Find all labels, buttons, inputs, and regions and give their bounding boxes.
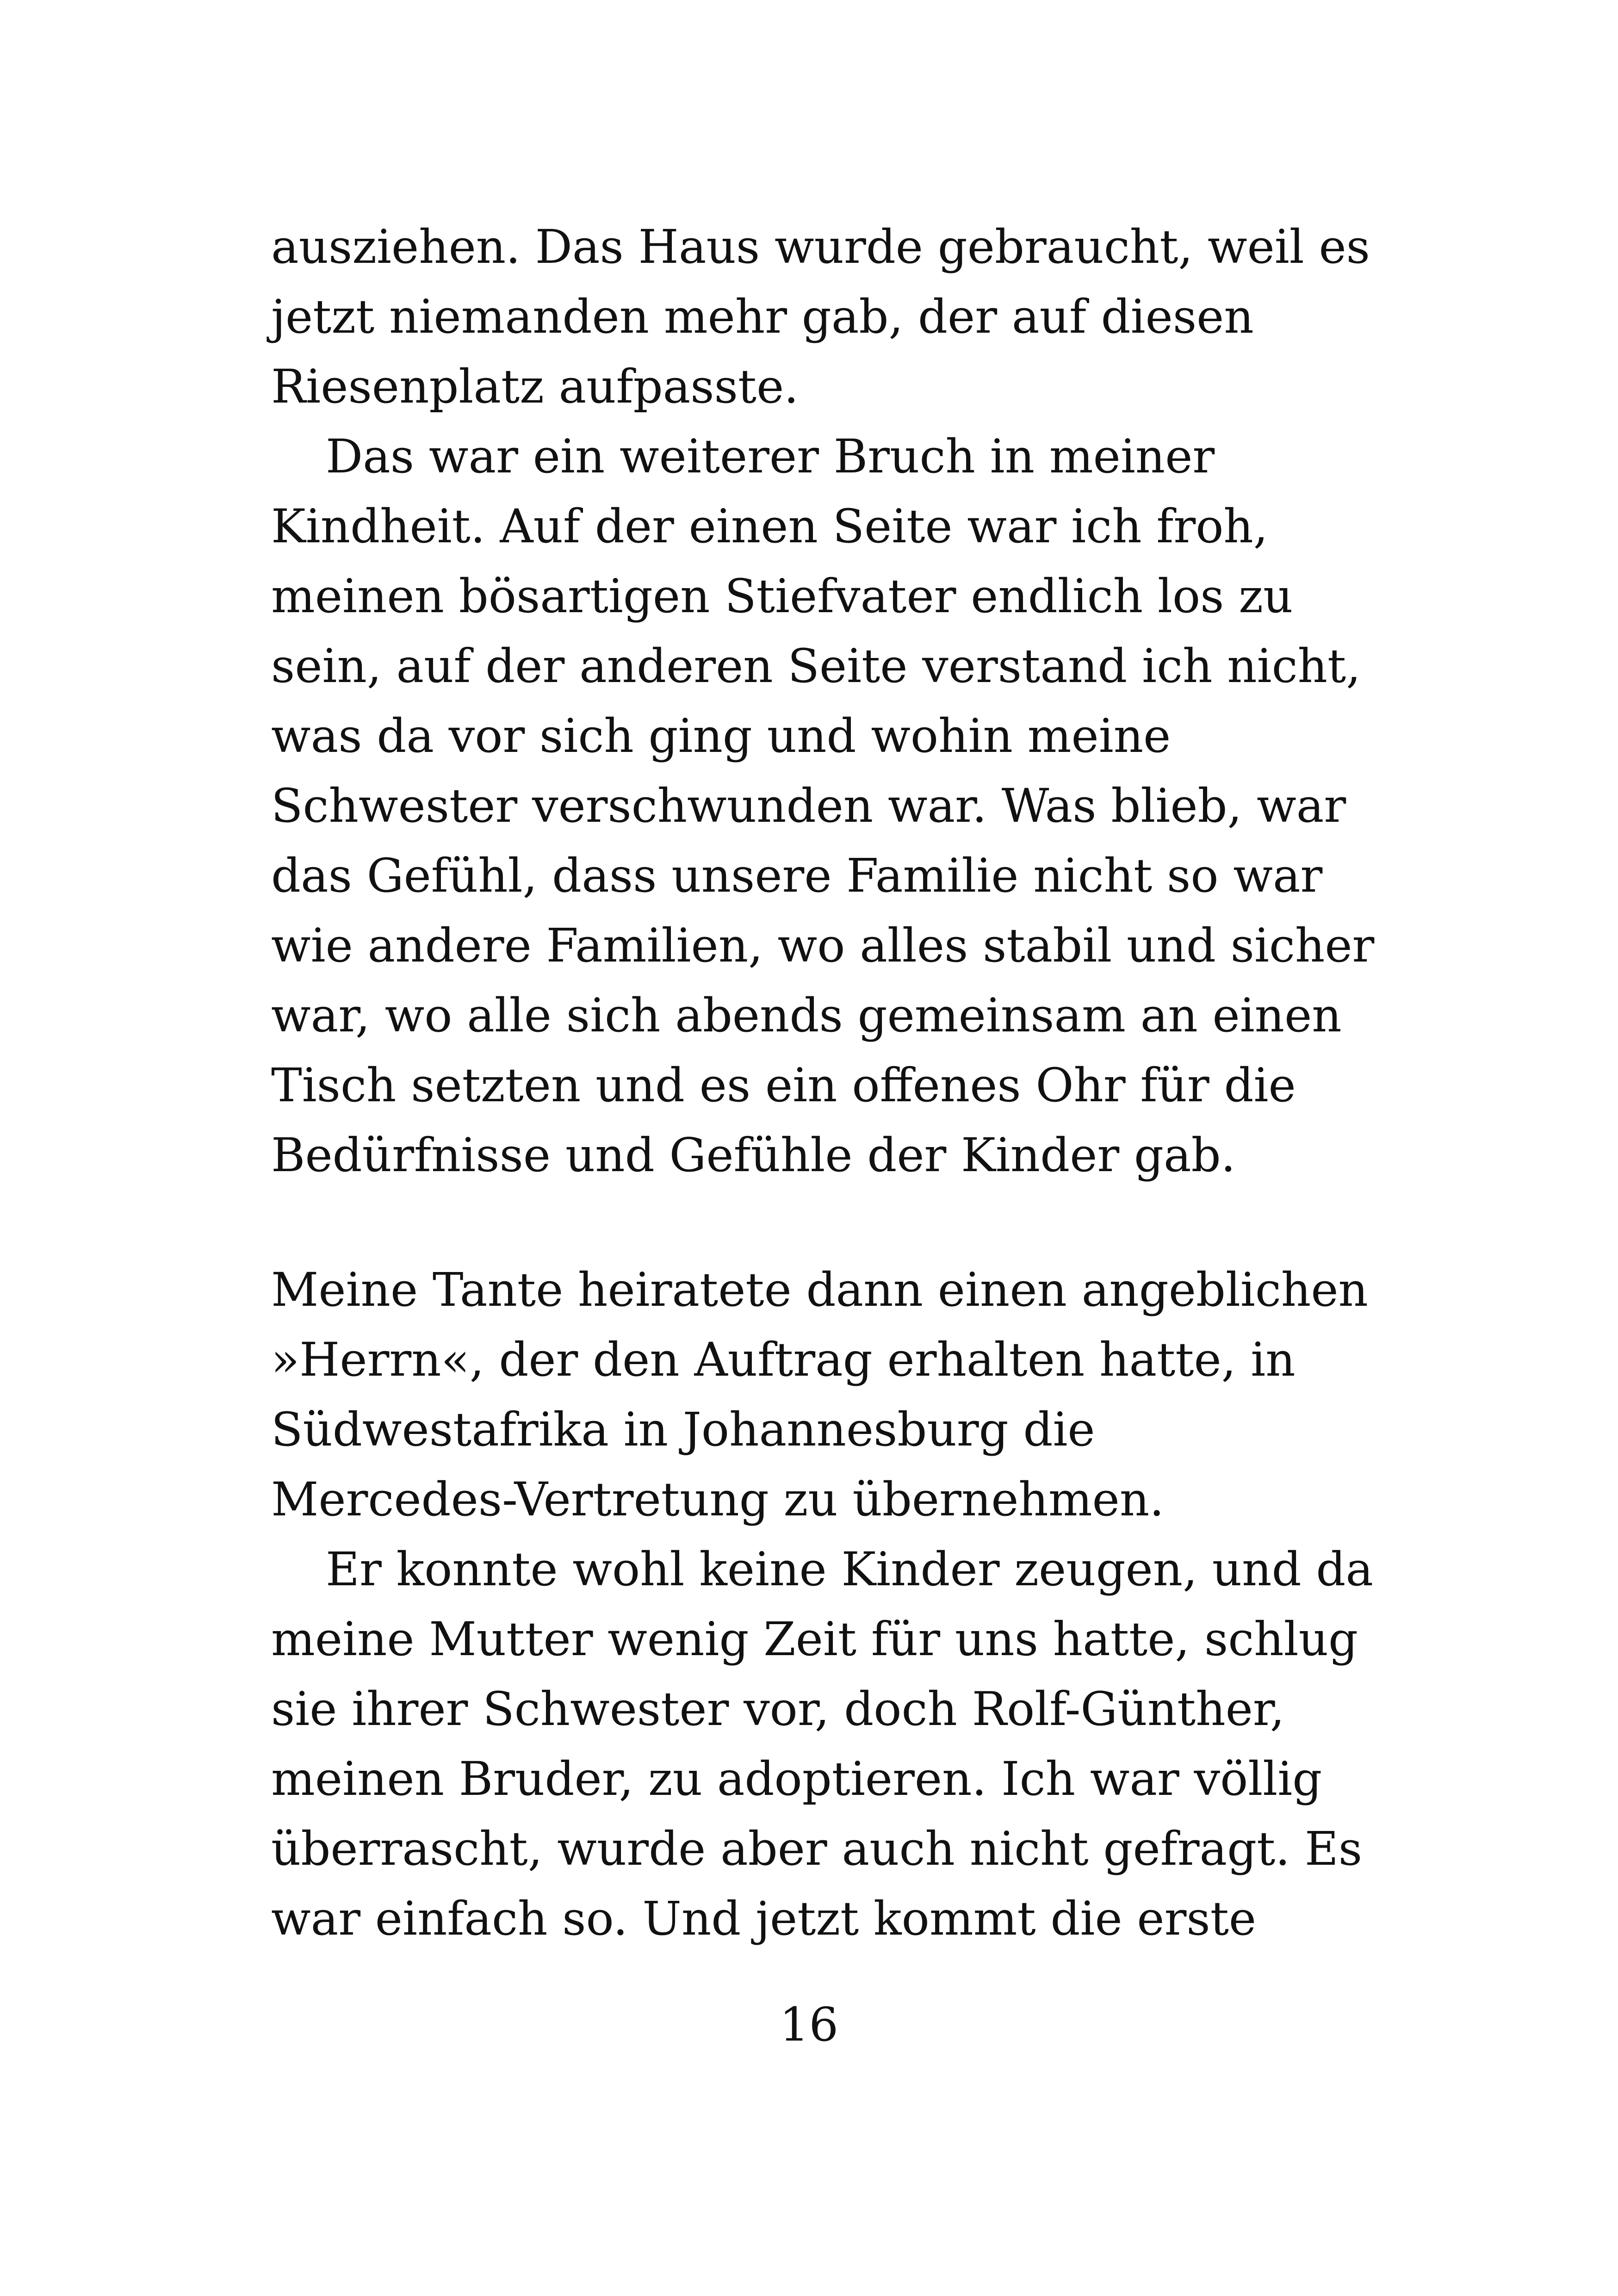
text-line: Schwester verschwunden war. Was blieb, war (271, 779, 1346, 833)
text-line: Er konnte wohl keine Kinder zeugen, und da (326, 1542, 1374, 1596)
text-line: sein, auf der anderen Seite verstand ich nicht, (271, 639, 1361, 693)
text-line: jetzt niemanden mehr gab, der auf diesen (271, 290, 1254, 344)
text-line: Riesenplatz aufpasste. (271, 360, 799, 414)
paragraph-2 (271, 422, 1382, 1190)
text-line: was da vor sich ging und wohin meine (271, 709, 1171, 763)
text-line: Bedürfnisse und Gefühle der Kinder gab. (271, 1128, 1236, 1182)
text-line: Tisch setzten und es ein offenes Ohr für die (271, 1058, 1296, 1112)
paragraph-1 (271, 212, 1382, 422)
text-line: Das war ein weiterer Bruch in meiner (326, 429, 1215, 484)
text-line: Südwestafrika in Johannesburg die (271, 1402, 1095, 1457)
text-line: »Herrn«, der den Auftrag erhalten hatte, in (271, 1333, 1296, 1387)
text-line: ausziehen. Das Haus wurde gebraucht, weil es (271, 220, 1370, 274)
text-line: wie andere Familien, wo alles stabil und sicher (271, 918, 1375, 973)
text-line: das Gefühl, dass unsere Familie nicht so war (271, 849, 1323, 903)
paragraph-4 (271, 1534, 1382, 1954)
text-line: Meine Tante heiratete dann einen angeblichen (271, 1263, 1368, 1317)
text-line: sie ihrer Schwester vor, doch Rolf-Günther, (271, 1682, 1285, 1736)
text-line: war einfach so. Und jetzt kommt die erste (271, 1892, 1257, 1946)
text-line: meine Mutter wenig Zeit für uns hatte, schlug (271, 1612, 1358, 1666)
text-line: überrascht, wurde aber auch nicht gefragt. Es (271, 1822, 1363, 1876)
text-line: Kindheit. Auf der einen Seite war ich froh, (271, 499, 1268, 553)
text-line: meinen bösartigen Stiefvater endlich los zu (271, 569, 1293, 623)
text-line: war, wo alle sich abends gemeinsam an einen (271, 988, 1342, 1043)
paragraph-3 (271, 1255, 1382, 1534)
text-line: Mercedes-Vertretung zu übernehmen. (271, 1472, 1165, 1527)
page-number: 16 (779, 1998, 839, 2052)
text-line: meinen Bruder, zu adoptieren. Ich war völlig (271, 1752, 1322, 1806)
